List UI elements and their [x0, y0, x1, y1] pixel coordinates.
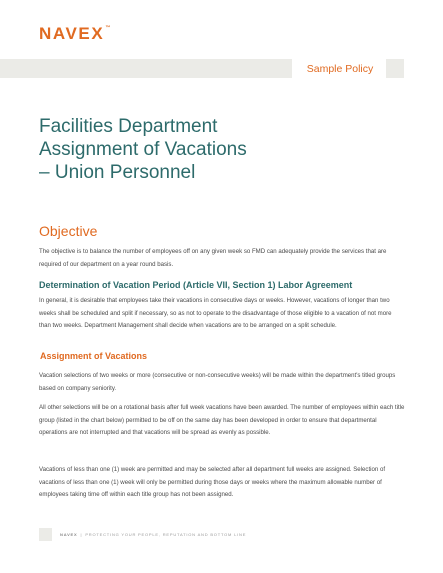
header-band	[0, 59, 443, 78]
footer-separator: |	[80, 532, 83, 537]
determination-heading: Determination of Vacation Period (Article VII, Section 1) Labor Agreement	[39, 280, 353, 290]
assignment-paragraph-2: All other selections will be on a rotational basis after full week vacations have been awarded. The number of employees within each title group (listed in the chart below) permitted to be off on the same day has been developed in order to ensure that departmental operations are not interrupted and that vacations will be spread as evenly as possible.	[39, 404, 405, 436]
objective-paragraph: The objective is to balance the number of employees off on any given week so FMD can adequately provide the services that are required of our department on a year round basis.	[39, 248, 387, 268]
header-band-left-block	[0, 59, 292, 78]
assignment-paragraph-3: Vacations of less than one (1) week are permitted and may be selected after all department full weeks are assigned. Selection of vacations of less than one (1) week will only be permitted during those days or weeks where the maximum allowable number of employees taking time off within each title group has not been assigned.	[39, 466, 386, 498]
footer-tagline: PROTECTING YOUR PEOPLE, REPUTATION AND BOTTOM LINE	[85, 532, 247, 537]
objective-heading: Objective	[39, 223, 98, 239]
trademark-mark: ™	[105, 25, 111, 31]
footer-brand: NAVEX	[60, 532, 78, 537]
logo-text: NAVEX	[39, 24, 105, 43]
footer-text	[60, 532, 246, 537]
navex-logo	[39, 24, 110, 44]
document-title	[39, 115, 409, 184]
header-band-right-block	[386, 59, 404, 78]
sample-policy-tag: Sample Policy	[306, 62, 374, 75]
title-line-3: – Union Personnel	[39, 162, 196, 183]
page-footer	[39, 528, 246, 541]
assignment-heading: Assignment of Vacations	[40, 351, 148, 361]
title-line-2: Assignment of Vacations	[39, 139, 247, 160]
title-line-1: Facilities Department	[39, 116, 218, 137]
assignment-paragraph-1: Vacation selections of two weeks or more (consecutive or non-consecutive weeks) will be made within the department's titled groups based on company seniority.	[39, 372, 396, 392]
determination-paragraph: In general, it is desirable that employees take their vacations in consecutive days or weeks. However, vacations of longer than two weeks shall be scheduled and split if necessary, so as not to operate to the disadvantage of those eligible to a vacation of not more than two weeks. Department Management shall decide when vacations are to be arranged on a split schedule.	[39, 297, 392, 329]
footer-page-box	[39, 528, 52, 541]
